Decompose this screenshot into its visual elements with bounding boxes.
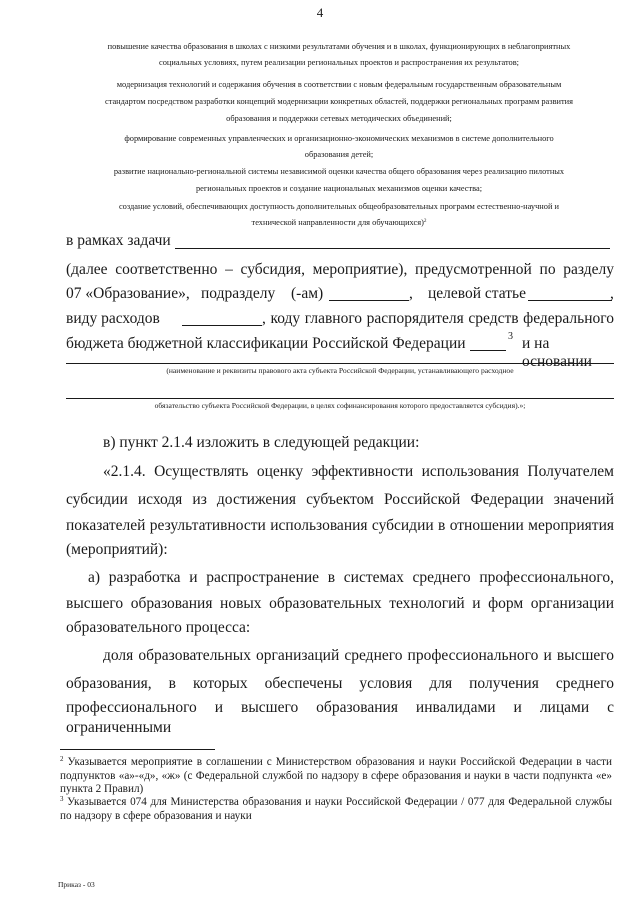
goal-line: социальных условиях, путем реализации региональных проектов и распространения их результатов; xyxy=(159,58,519,67)
goal-line: образования и поддержки сетевых методических объединений; xyxy=(226,114,452,123)
footnote-separator xyxy=(60,749,215,750)
para-line: высшего образования новых образовательных технологий и форм организации xyxy=(66,595,614,612)
target-article-blank xyxy=(528,300,612,301)
para-line: образовательного процесса: xyxy=(66,619,251,636)
footnote-text: Указывается мероприятие в соглашении с Министерством образования и науки Российской Федерации в части подпунктов «а»-«д», «ж» (с Федеральной службой по надзору в сфере образования и науки в части подпункта «е» пункта 2 Правил) xyxy=(60,756,612,795)
para-line: а) разработка и распространение в системах среднего профессионального, xyxy=(88,569,614,586)
footnote-3 xyxy=(60,796,612,823)
para-line-fields: бюджета бюджетной классификации Российской Федерации 3 и на основании xyxy=(66,335,614,355)
para-line: доля образовательных организаций среднего профессионального и высшего xyxy=(103,647,614,664)
footnote-mark: 3 xyxy=(60,795,64,804)
footnote-text: Указывается 074 для Министерства образования и науки Российской Федерации / 077 для Федеральной службы по надзору в сфере образования и науки xyxy=(60,796,612,822)
footer-label: Приказ - 03 xyxy=(58,880,95,889)
item-v: в) пункт 2.1.4 изложить в следующей редакции: xyxy=(103,434,420,451)
goal-line: повышение качества образования в школах с низкими результатами обучения и в школах, функционирующих в неблагоприятных xyxy=(107,42,571,51)
classification-text: бюджета бюджетной классификации Российской Федерации xyxy=(66,335,466,352)
basis-caption: (наименование и реквизиты правового акта субъекта Российской Федерации, устанавливающего расходное xyxy=(166,366,514,375)
para-line: субсидии исходя из достижения субъектом Российской Федерации значений xyxy=(66,491,614,508)
para-line: «2.1.4. Осуществлять оценку эффективности использования Получателем xyxy=(103,463,614,480)
para-line: (далее соответственно – субсидия, мероприятие), предусмотренной по разделу xyxy=(66,261,614,278)
comma: , xyxy=(409,285,413,302)
goal-line: стандартом посредством разработки концепций модернизации конкретных областей, поддержки региональных программ развития xyxy=(104,97,573,106)
basis-caption-2: обязательство субъекта Российской Федерации, в целях софинансирования которого предоставляется субсидия).»; xyxy=(154,401,526,410)
code-blank xyxy=(470,350,506,351)
page-number: 4 xyxy=(316,5,324,20)
goal-line: модернизация технологий и содержания обучения в соответствии с новым федеральным государственным образовательным xyxy=(116,80,562,89)
para-line-fields xyxy=(66,310,614,330)
section-text: 07 «Образование», xyxy=(66,285,190,302)
target-article-label: целевой статье xyxy=(428,285,526,302)
goal-line-last: технической направленности для обучающихся)$^2$ xyxy=(251,218,427,227)
para-line-fields xyxy=(66,285,614,305)
expense-type-text: , коду главного распорядителя средств федерального xyxy=(262,310,614,327)
goal-line: региональных проектов и создание национальных механизмов оценки качества; xyxy=(195,184,483,193)
expense-type-label: виду расходов xyxy=(66,310,160,327)
expense-type-blank xyxy=(182,325,262,326)
footnote-2 xyxy=(60,756,612,797)
para-line: показателей результативности использования субсидии в отношении мероприятия xyxy=(66,517,614,534)
goal-line: формирование современных управленческих и организационно-экономических механизмов в системе дополнительного xyxy=(124,134,554,143)
para-line: профессионального и высшего образования инвалидами и лицами с ограниченными xyxy=(66,699,614,736)
basis-blank-line-2 xyxy=(66,398,614,399)
subsection-blank xyxy=(329,300,409,301)
basis-blank-line xyxy=(66,363,614,364)
goal-line: создание условий, обеспечивающих доступность дополнительных общеобразовательных программ естественно-научной и xyxy=(118,202,560,211)
basis-text: и на основании xyxy=(522,335,592,370)
para-line: образования, в которых обеспечены условия для получения среднего xyxy=(66,675,614,692)
subsection-suffix: (-ам) xyxy=(291,285,324,302)
para-line: (мероприятий): xyxy=(66,541,168,558)
footnote-mark: 2 xyxy=(60,755,64,764)
task-label: в рамках задачи xyxy=(66,232,171,249)
task-blank-line xyxy=(175,248,610,249)
goal-line: образования детей; xyxy=(304,150,374,159)
comma: , xyxy=(610,285,614,302)
subsection-label: подразделу xyxy=(201,285,276,302)
goal-line: развитие национально-региональной системы независимой оценки качества общего образования через реализацию пилотных xyxy=(113,167,565,176)
